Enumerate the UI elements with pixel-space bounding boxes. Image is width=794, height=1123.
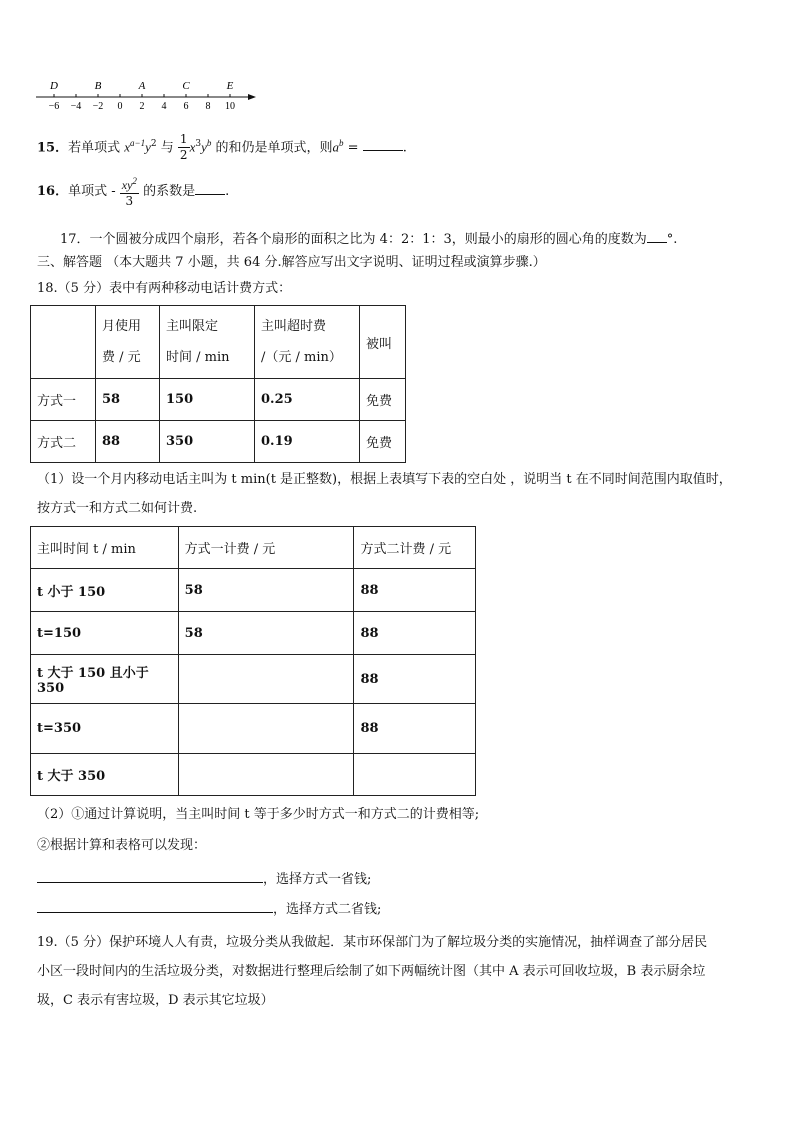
question-18-intro: 18.（5 分）表中有两种移动电话计费方式： [37, 281, 292, 296]
table-row: t 大于 350 [31, 754, 476, 796]
answer-blank[interactable] [647, 228, 667, 243]
point-label: A [138, 80, 146, 92]
table-row: t=350 88 [31, 704, 476, 754]
tick-label: 6 [183, 101, 189, 112]
question-19-line-1: 19.（5 分）保护环境人人有责，垃圾分类从我做起．某市环保部门为了解垃圾分类的实施情况，抽样调查了部分居民 [37, 935, 708, 950]
answer-cell[interactable] [178, 655, 354, 704]
tick-label: 10 [225, 101, 235, 112]
answer-blank[interactable] [37, 868, 263, 883]
question-16: 16．单项式 - $\frac{xy^2}{3}$ 的系数是 . [37, 176, 230, 208]
point-label: B [94, 80, 102, 92]
table-row: 方式一 58 150 0.25 免费 [31, 379, 406, 421]
answer-cell[interactable] [178, 704, 354, 754]
answer-cell[interactable] [178, 754, 354, 796]
table-row: t 小于 150 58 88 [31, 569, 476, 612]
tick-label: 0 [117, 101, 123, 112]
table-header-cell: 主叫时间 t / min [31, 527, 179, 569]
fraction: $\frac{xy^2}{3}$ [121, 176, 137, 208]
part-1-text: （1）设一个月内移动电话主叫为 t min(t 是正整数)，根据上表填写下表的空白处 ，说明当 t 在不同时间范围内取值时， [37, 472, 732, 487]
question-19-line-2: 小区一段时间内的生活垃圾分类，对数据进行整理后绘制了如下两幅统计图（其中 A 表示可回收垃圾，B 表示厨余垃 [37, 964, 706, 979]
table-header-cell: 主叫限定 时间 / min [160, 306, 255, 379]
fee-table [30, 526, 476, 796]
tick-label: 4 [161, 101, 167, 112]
table-header-cell: 方式一计费 / 元 [178, 527, 354, 569]
tick-label: 8 [205, 101, 211, 112]
billing-table [30, 305, 406, 463]
question-number: 16． [37, 184, 69, 199]
point-label: D [50, 80, 58, 92]
point-label: E [226, 80, 234, 92]
question-number: 15． [37, 140, 69, 156]
answer-blank[interactable] [195, 180, 225, 195]
part-2-text: （2）①通过计算说明，当主叫时间 t 等于多少时方式一和方式二的计费相等; [37, 807, 480, 822]
fill-line-2: ，选择方式二省钱; [37, 898, 381, 919]
point-label: C [182, 80, 190, 92]
part-2-text-cont: ②根据计算和表格可以发现： [37, 838, 207, 853]
table-header-cell [31, 306, 96, 379]
tick-label: −6 [48, 101, 60, 112]
table-header-cell: 方式二计费 / 元 [354, 527, 476, 569]
tick-label: −2 [92, 101, 104, 112]
answer-blank[interactable] [363, 136, 403, 151]
tick-label: 2 [139, 101, 145, 112]
question-15: 15．若单项式 $x^{a-1}y^2$ 与 $\frac{1}{2}$ $x^3y^b$ 的和仍是单项式，则$a^b$ = . [37, 132, 407, 163]
table-row: 方式二 88 350 0.19 免费 [31, 421, 406, 463]
table-header-cell: 月使用 费 / 元 [96, 306, 160, 379]
fill-line-1: ，选择方式一省钱; [37, 868, 371, 889]
table-row: t=150 58 88 [31, 612, 476, 655]
table-row: t 大于 150 且小于 350 88 [31, 655, 476, 704]
tick-label: −4 [70, 101, 82, 112]
part-1-text-cont: 按方式一和方式二如何计费. [37, 501, 198, 516]
number-line [30, 78, 270, 114]
section-heading: 三、解答题 （本大题共 7 小题，共 64 分.解答应写出文字说明、证明过程或演算步骤.） [37, 255, 546, 270]
question-19-line-3: 圾，C 表示有害垃圾，D 表示其它垃圾） [37, 993, 274, 1008]
table-header-cell: 被叫 [360, 306, 406, 379]
question-17: 17．一个圆被分成四个扇形，若各个扇形的面积之比为 4：2：1：3，则最小的扇形的圆心角的度数为 °. [60, 228, 677, 249]
answer-cell[interactable] [354, 754, 476, 796]
answer-blank[interactable] [37, 898, 273, 913]
table-header-cell: 主叫超时费 /（元 / min） [255, 306, 360, 379]
fraction: $\frac{1}{2}$ [179, 132, 188, 163]
